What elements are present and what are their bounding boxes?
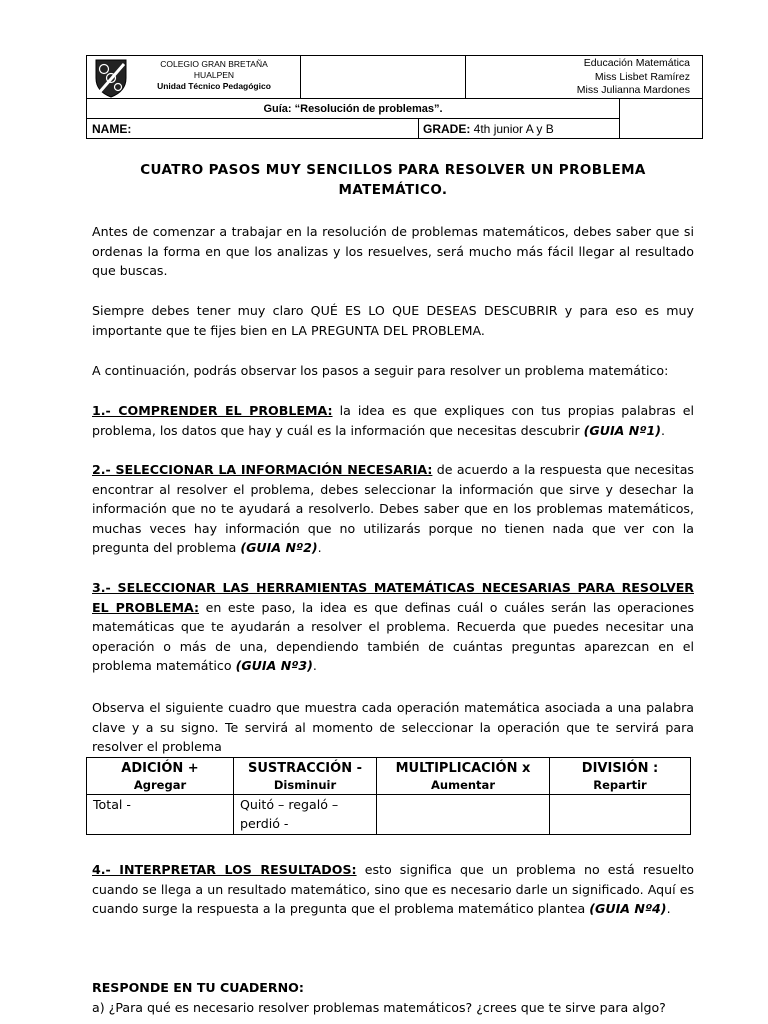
step-4-text: esto significa que un problema no está resuelto cuando se llega a un resultado matemático, sino que es necesario darle un significado. Aquí es cuando surge la respuesta a la pregunta que el problema matemático plantea	[92, 862, 694, 917]
step-1: 1.- COMPRENDER EL PROBLEMA: la idea es que expliques con tus propias palabras el problema, los datos que hay y cuál es la información que necesitas descubrir (GUIA Nº1).	[92, 403, 694, 438]
step-4-ref: (GUIA Nº4)	[589, 901, 667, 917]
col-subtraction-title: SUSTRACCIÓN -	[248, 761, 362, 776]
col-division	[550, 758, 691, 795]
question-a: a) ¿Para qué es necesario resolver problemas matemáticos? ¿crees que te sirve para algo?	[92, 1000, 666, 1015]
school-city: HUALPEN	[193, 70, 235, 80]
name-label: NAME:	[92, 122, 132, 136]
col-subtraction	[234, 758, 377, 795]
school-unit: Unidad Técnico Pedagógico	[157, 81, 271, 91]
cell-division-words	[550, 795, 691, 835]
responde-title: RESPONDE EN TU CUADERNO:	[92, 980, 304, 995]
col-multiplication	[377, 758, 550, 795]
school-info	[131, 59, 297, 92]
table-header-row	[87, 758, 691, 795]
step-2-ref: (GUIA Nº2)	[240, 540, 318, 556]
col-division-keyword: Repartir	[593, 778, 647, 792]
step-1-ref: (GUIA Nº1)	[583, 422, 661, 438]
operations-table	[86, 757, 691, 835]
blank-cell	[301, 56, 466, 99]
cell-multiplication-words	[377, 795, 550, 835]
step-3-ref: (GUIA Nº3)	[235, 658, 313, 674]
col-addition-keyword: Agregar	[133, 778, 187, 792]
teacher-1: Miss Lisbet Ramírez	[594, 70, 690, 83]
teacher-info	[577, 57, 690, 98]
step-1-text: la idea es que expliques con tus propias palabras el problema, los datos que hay y cuál es la información que necesitas descubrir	[92, 403, 694, 438]
table-row	[87, 795, 691, 835]
teacher-cell	[466, 56, 702, 99]
cell-addition-words: Total -	[87, 795, 234, 835]
step-2: 2.- SELECCIONAR LA INFORMACIÓN NECESARIA: de acuerdo a la respuesta que necesitas encontrar al resolver el problema, debes seleccionar la información que sirve y desechar la información que no te ayudará a resolverlo. Debes saber que en los problemas matemáticos, muchas veces hay información que no utilizarás porque no tienen nada que ver con la pregunta del problema (GUIA Nº2).	[92, 462, 694, 556]
grade-field	[419, 119, 620, 139]
title-line-1: CUATRO PASOS MUY SENCILLOS PARA RESOLVER UN PROBLEMA	[140, 162, 646, 178]
grade-value: 4th junior A y B	[470, 122, 554, 136]
school-crest-icon	[93, 58, 129, 98]
col-division-title: DIVISIÓN :	[581, 761, 659, 776]
col-subtraction-keyword: Disminuir	[273, 778, 337, 792]
teacher-2: Miss Julianna Mardones	[576, 84, 690, 96]
intro-paragraph-3: A continuación, podrás observar los pasos a seguir para resolver un problema matemático:	[92, 363, 669, 378]
step-2-heading: 2.- SELECCIONAR LA INFORMACIÓN NECESARIA:	[92, 462, 433, 477]
step-4-heading: 4.- INTERPRETAR LOS RESULTADOS:	[92, 862, 357, 877]
guide-title: Guía: “Resolución de problemas”.	[87, 99, 620, 119]
step-2-text: de acuerdo a la respuesta que necesitas encontrar al resolver el problema, debes seleccionar la información que sirve y desechar la información que no te ayudará a resolverlo. Debes saber que en los problemas matemáticos, muchas veces hay información que no utilizarás porque no tienen nada que ver con la pregunta del problema	[92, 462, 694, 556]
observa-paragraph: Observa el siguiente cuadro que muestra cada operación matemática asociada a una palabra clave y a su signo. Te servirá al momento de seleccionar la operación que te servirá para resolver el problema	[92, 700, 694, 755]
header-table	[86, 55, 703, 139]
school-cell	[87, 56, 301, 99]
step-4: 4.- INTERPRETAR LOS RESULTADOS: esto significa que un problema no está resuelto cuando se llega a un resultado matemático, sino que es necesario darle un significado. Aquí es cuando surge la respuesta a la pregunta que el problema matemático plantea (GUIA Nº4).	[92, 862, 694, 917]
step-1-heading: 1.- COMPRENDER EL PROBLEMA:	[92, 403, 333, 418]
intro-paragraph-2: Siempre debes tener muy claro QUÉ ES LO QUE DESEAS DESCUBRIR y para eso es muy importante que te fijes bien en LA PREGUNTA DEL PROBLEMA.	[92, 303, 694, 338]
grade-label: GRADE:	[423, 122, 471, 136]
step-3-heading: 3.- SELECCIONAR LAS HERRAMIENTAS MATEMÁTICAS NECESARIAS PARA RESOLVER EL PROBLEMA:	[92, 580, 694, 615]
cell-subtraction-words: Quitó – regaló – perdió -	[234, 795, 377, 835]
col-addition	[87, 758, 234, 795]
school-name: COLEGIO GRAN BRETAÑA	[160, 59, 268, 69]
col-addition-title: ADICIÓN +	[121, 761, 199, 776]
col-multiplication-title: MULTIPLICACIÓN x	[395, 761, 531, 776]
col-multiplication-keyword: Aumentar	[431, 778, 495, 792]
title-line-2: MATEMÁTICO.	[338, 182, 448, 198]
main-title	[92, 160, 694, 200]
subject: Educación Matemática	[583, 57, 690, 69]
name-field	[87, 119, 419, 139]
step-3-text: en este paso, la idea es que definas cuál o cuáles serán las operaciones matemáticas que te ayudarán a resolver el problema. Recuerda que puedes necesitar una operación o más de una, dependiendo también de cuántas preguntas aparezcan en el problema matemático	[92, 599, 695, 674]
intro-paragraph-1: Antes de comenzar a trabajar en la resolución de problemas matemáticos, debes saber que si ordenas la forma en que los analizas y los resuelves, será mucho más fácil llegar al resultado que buscas.	[92, 224, 694, 279]
step-3: 3.- SELECCIONAR LAS HERRAMIENTAS MATEMÁTICAS NECESARIAS PARA RESOLVER EL PROBLEMA: en este paso, la idea es que definas cuál o cuáles serán las operaciones matemáticas que te ayudarán a resolver el problema. Recuerda que puedes necesitar una operación o más de una, dependiendo también de cuántas preguntas aparezcan en el problema matemático (GUIA Nº3).	[92, 580, 695, 674]
